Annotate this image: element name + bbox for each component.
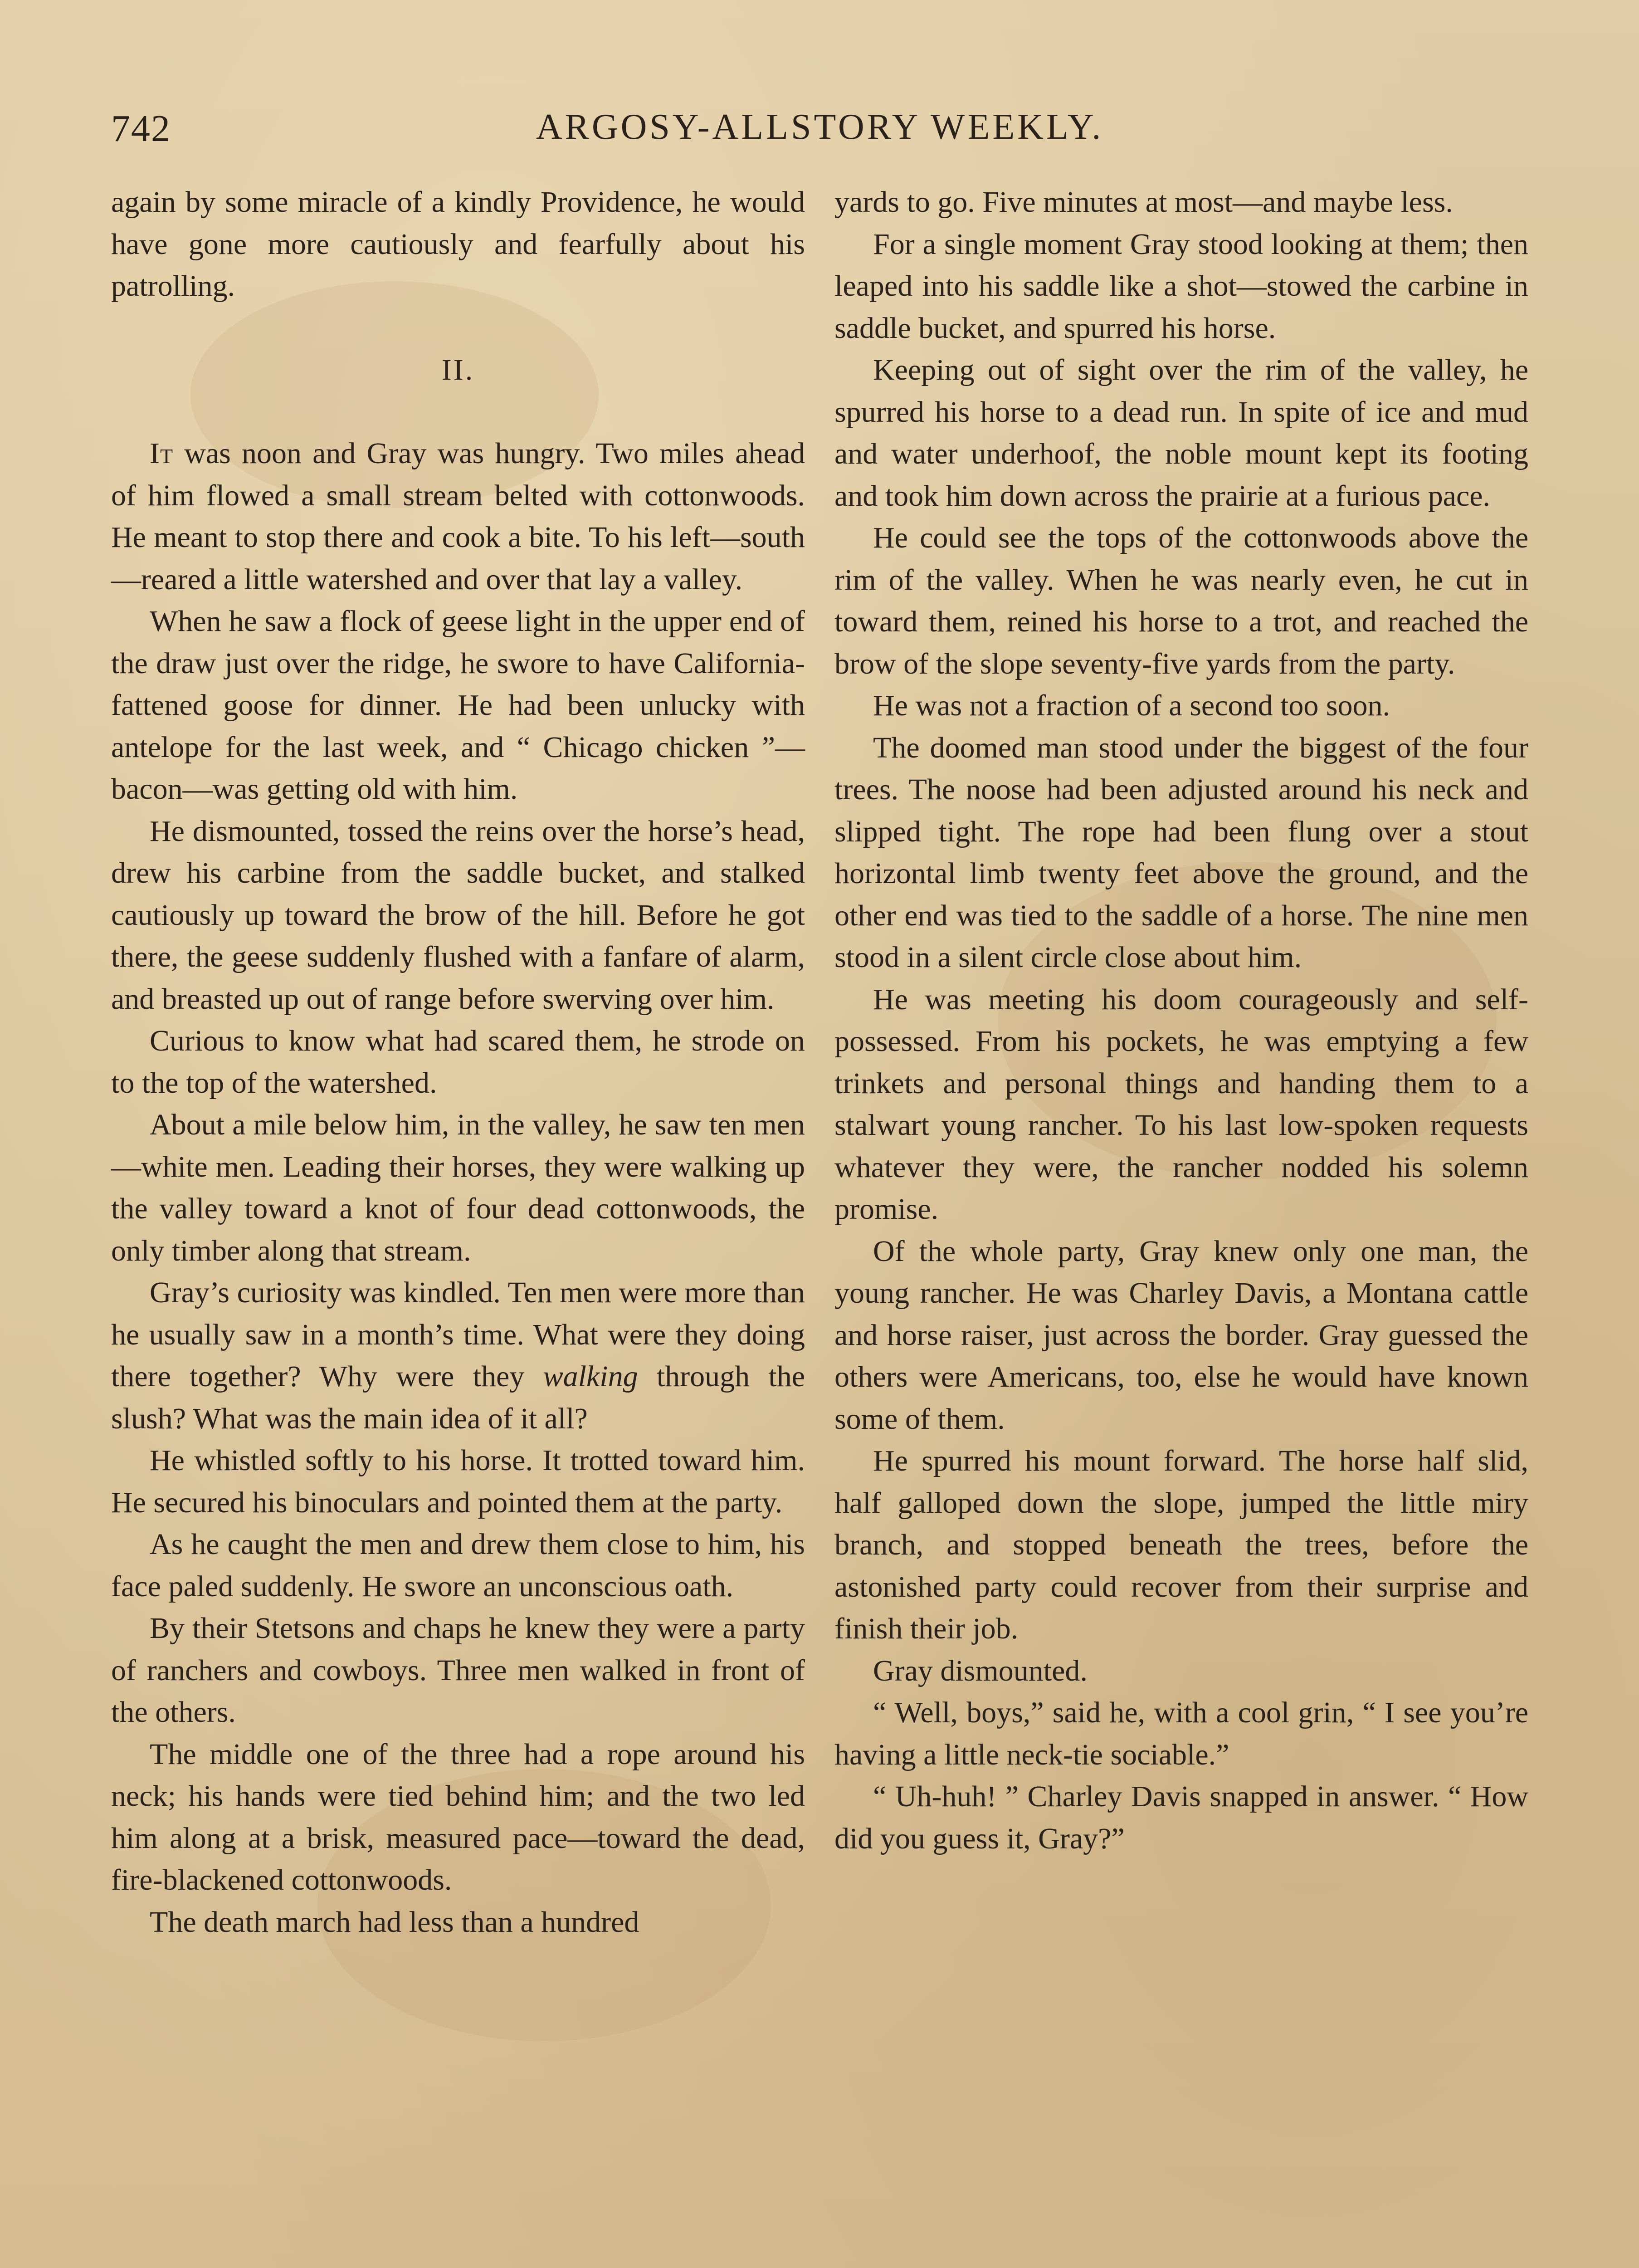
- paragraph-text: was noon and Gray was hungry. Two miles ahead of him flowed a small stream belted with cottonwoods. He meant to stop there and cook a bite. To his left—south—reared a little watershed and over that lay a valley.: [111, 437, 805, 596]
- paragraph: He was meeting his doom courageously and self-possessed. From his pockets, he was emptying a few trinkets and personal things and handing them to a stalwart young rancher. To his last low-spoken requests whatever they were, the rancher nodded his solemn promise.: [834, 982, 1528, 1226]
- paragraph: The doomed man stood under the biggest of the four trees. The noose had been adjusted around his neck and slipped tight. The rope had been flung over a stout horizontal limb twenty feet above the ground, and the other end was tied to the saddle of a horse. The nine men stood in a silent circle close about him.: [834, 731, 1528, 974]
- right-column: [834, 181, 1528, 1860]
- paragraph: The death march had less than a hundred: [150, 1905, 639, 1939]
- section-heading: II.: [441, 353, 475, 386]
- paragraph: Gray dismounted.: [873, 1654, 1088, 1687]
- paragraph: By their Stetsons and chaps he knew they were a party of ranchers and cowboys. Three men walked in front of the others.: [111, 1612, 805, 1729]
- paragraph: [111, 433, 805, 601]
- paragraph: He spurred his mount forward. The horse half slid, half galloped down the slope, jumped the little miry branch, and stopped beneath the trees, before the astonished party could recover from their surprise and finish their job.: [834, 1444, 1528, 1645]
- paragraph: As he caught the men and drew them close to him, his face paled suddenly. He swore an unconscious oath.: [111, 1528, 805, 1603]
- paragraph: He whistled softly to his horse. It trotted toward him. He secured his binoculars and pointed them at the party.: [111, 1444, 805, 1519]
- paragraph: again by some miracle of a kindly Providence, he would have gone more cautiously and fearfully about his patrolling.: [111, 186, 805, 303]
- page-header: [111, 107, 1528, 161]
- paragraph: Curious to know what had scared them, he strode on to the top of the watershed.: [111, 1024, 805, 1100]
- paragraph: The middle one of the three had a rope around his neck; his hands were tied behind him; and the two led him along at a brisk, measured pace—toward the dead, fire-blackened cottonwoods.: [111, 1737, 805, 1897]
- left-column: [111, 181, 805, 1943]
- page-number: 742: [111, 108, 171, 150]
- running-head: ARGOSY-ALLSTORY WEEKLY.: [536, 107, 1104, 147]
- paragraph: For a single moment Gray stood looking at them; then leaped into his saddle like a shot—stowed the carbine in saddle bucket, and spurred his horse.: [834, 227, 1528, 345]
- paragraph: “ Well, boys,” said he, with a cool grin, “ I see you’re having a little neck-tie sociable.”: [834, 1696, 1528, 1771]
- paragraph: Of the whole party, Gray knew only one man, the young rancher. He was Charley Davis, a Montana cattle and horse raiser, just across the border. Gray guessed the others were Americans, too, else he would have known some of them.: [834, 1234, 1528, 1436]
- paragraph: He was not a fraction of a second too soon.: [873, 689, 1390, 722]
- opening-word: It: [150, 437, 174, 470]
- paragraph-text: through the slush? What was the main idea of it all?: [111, 1360, 805, 1435]
- paragraph: He dismounted, tossed the reins over the horse’s head, drew his carbine from the saddle bucket, and stalked cautiously up toward the brow of the hill. Before he got there, the geese suddenly flushed with a fanfare of alarm, and breasted up out of range before swerving over him.: [111, 814, 805, 1016]
- paragraph-text: Gray’s curiosity was kindled. Ten men were more than he usually saw in a month’s time. What were they doing there together? Why were they: [111, 1276, 805, 1393]
- paragraph: [111, 1272, 805, 1440]
- paragraph: When he saw a flock of geese light in the upper end of the draw just over the ridge, he swore to have California-fattened goose for dinner. He had been unlucky with antelope for the last week, and “ Chicago chicken ”—bacon—was getting old with him.: [111, 605, 805, 806]
- paragraph: About a mile below him, in the valley, he saw ten men—white men. Leading their horses, they were walking up the valley toward a knot of four dead cottonwoods, the only timber along that stream.: [111, 1108, 805, 1267]
- italic-word: walking: [543, 1360, 638, 1393]
- paragraph: yards to go. Five minutes at most—and maybe less.: [834, 186, 1453, 219]
- paragraph: “ Uh-huh! ” Charley Davis snapped in answer. “ How did you guess it, Gray?”: [834, 1780, 1528, 1855]
- paragraph: He could see the tops of the cottonwoods above the rim of the valley. When he was nearly even, he cut in toward them, reined his horse to a trot, and reached the brow of the slope seventy-five yards from the party.: [834, 521, 1528, 680]
- paragraph: Keeping out of sight over the rim of the valley, he spurred his horse to a dead run. In spite of ice and mud and water underhoof, the noble mount kept its footing and took him down across the prairie at a furious pace.: [834, 353, 1528, 513]
